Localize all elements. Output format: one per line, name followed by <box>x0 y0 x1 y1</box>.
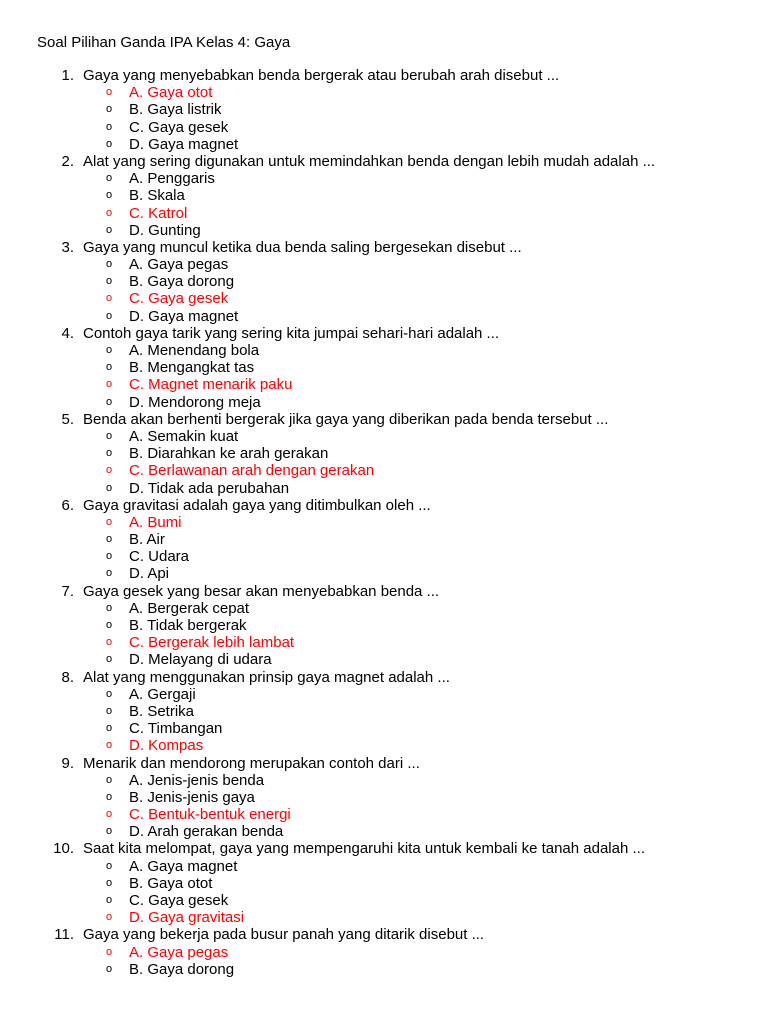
answer-option-label: B. Gaya dorong <box>129 960 235 978</box>
question-text: Alat yang sering digunakan untuk memindahkan benda dengan lebih mudah adalah ... <box>83 152 656 170</box>
question-number: 1. <box>61 67 74 84</box>
circle-bullet-icon: o <box>106 567 113 580</box>
circle-bullet-icon: o <box>106 790 113 803</box>
answer-option-label: D. Gaya gravitasi <box>129 909 245 927</box>
answer-option-label: C. Timbangan <box>129 720 223 738</box>
question-item <box>0 239 768 325</box>
answer-option <box>0 187 768 204</box>
question-item <box>0 411 768 497</box>
answer-option-label: C. Gaya gesek <box>129 892 229 909</box>
question-item <box>0 497 768 583</box>
answer-option-label: C. Bentuk-bentuk energi <box>129 806 291 824</box>
question-line <box>0 669 768 686</box>
circle-bullet-icon: o <box>106 739 113 752</box>
circle-bullet-icon: o <box>106 464 113 477</box>
circle-bullet-icon: o <box>106 722 113 735</box>
answer-option <box>0 617 768 634</box>
circle-bullet-icon: o <box>106 292 113 305</box>
circle-bullet-icon: o <box>106 550 113 563</box>
answer-option <box>0 686 768 703</box>
question-list <box>0 67 768 978</box>
answer-option <box>0 222 768 239</box>
answer-option-label: C. Katrol <box>129 204 188 222</box>
answer-option-correct <box>0 737 768 754</box>
answer-option-correct <box>0 290 768 307</box>
question-line <box>0 497 768 514</box>
answer-option-correct <box>0 634 768 651</box>
circle-bullet-icon: o <box>106 619 113 631</box>
circle-bullet-icon: o <box>106 962 113 975</box>
answer-option-label: A. Penggaris <box>129 170 215 188</box>
question-text: Gaya yang menyebabkan benda bergerak atau berubah arah disebut ... <box>83 67 560 84</box>
circle-bullet-icon: o <box>106 120 113 133</box>
answer-option-label: A. Gaya pegas <box>129 256 229 274</box>
answer-option-label: B. Setrika <box>129 702 195 720</box>
answer-option <box>0 565 768 582</box>
answer-option <box>0 720 768 737</box>
circle-bullet-icon: o <box>106 361 113 374</box>
circle-bullet-icon: o <box>106 894 113 906</box>
answer-options <box>0 342 768 411</box>
answer-option <box>0 651 768 668</box>
answer-option-label: B. Tidak bergerak <box>129 617 247 634</box>
question-item <box>0 583 768 669</box>
answer-options <box>0 600 768 669</box>
answer-options <box>0 256 768 325</box>
question-number: 10. <box>53 840 74 858</box>
circle-bullet-icon: o <box>106 636 113 649</box>
answer-option <box>0 600 768 617</box>
question-line <box>0 67 768 84</box>
answer-option <box>0 789 768 806</box>
answer-option-label: A. Jenis-jenis benda <box>129 771 265 789</box>
circle-bullet-icon: o <box>106 172 113 185</box>
answer-option-label: B. Diarahkan ke arah gerakan <box>129 445 329 463</box>
circle-bullet-icon: o <box>106 533 113 546</box>
answer-option-correct <box>0 909 768 926</box>
circle-bullet-icon: o <box>106 481 113 494</box>
question-line <box>0 325 768 342</box>
answer-option-correct <box>0 84 768 101</box>
answer-option <box>0 394 768 411</box>
answer-options <box>0 772 768 841</box>
answer-option-correct <box>0 514 768 531</box>
question-number: 7. <box>61 582 74 600</box>
answer-option-label: A. Menendang bola <box>129 342 260 359</box>
question-item <box>0 67 768 153</box>
question-text: Benda akan berhenti bergerak jika gaya yang diberikan pada benda tersebut ... <box>83 410 609 428</box>
answer-option-label: A. Gergaji <box>129 685 196 703</box>
answer-options <box>0 944 768 978</box>
answer-options <box>0 170 768 239</box>
answer-options <box>0 514 768 583</box>
question-text: Gaya yang muncul ketika dua benda saling bergesekan disebut ... <box>83 238 522 256</box>
circle-bullet-icon: o <box>106 103 113 116</box>
answer-option <box>0 308 768 325</box>
question-item <box>0 153 768 239</box>
answer-option <box>0 703 768 720</box>
answer-option-label: C. Udara <box>129 548 190 566</box>
answer-options <box>0 686 768 755</box>
question-line <box>0 239 768 256</box>
answer-option <box>0 480 768 497</box>
question-line <box>0 583 768 600</box>
answer-option-label: B. Gaya listrik <box>129 101 222 119</box>
answer-option <box>0 875 768 892</box>
answer-option-label: A. Semakin kuat <box>129 427 239 445</box>
answer-option-label: D. Gaya magnet <box>129 135 239 153</box>
circle-bullet-icon: o <box>106 344 113 356</box>
answer-option-label: D. Api <box>129 565 170 583</box>
answer-option <box>0 428 768 445</box>
circle-bullet-icon: o <box>106 137 113 150</box>
question-number: 6. <box>61 496 74 514</box>
circle-bullet-icon: o <box>106 206 113 219</box>
answer-option-label: D. Mendorong meja <box>129 393 261 411</box>
circle-bullet-icon: o <box>106 378 113 391</box>
answer-option-label: D. Arah gerakan benda <box>129 823 284 841</box>
answer-option <box>0 256 768 273</box>
answer-option-label: B. Gaya dorong <box>129 273 235 291</box>
question-number: 8. <box>61 668 74 686</box>
answer-option-label: A. Gaya magnet <box>129 857 238 875</box>
answer-options <box>0 428 768 497</box>
answer-option <box>0 548 768 565</box>
circle-bullet-icon: o <box>106 773 113 786</box>
answer-option <box>0 136 768 153</box>
answer-option <box>0 170 768 187</box>
answer-option <box>0 531 768 548</box>
question-number: 4. <box>61 324 74 342</box>
answer-option-label: B. Jenis-jenis gaya <box>129 788 255 806</box>
answer-options <box>0 84 768 153</box>
answer-option <box>0 823 768 840</box>
circle-bullet-icon: o <box>106 447 113 460</box>
answer-option-correct <box>0 944 768 961</box>
answer-option-label: D. Tidak ada perubahan <box>129 479 290 497</box>
question-text: Gaya gravitasi adalah gaya yang ditimbulkan oleh ... <box>83 496 431 514</box>
circle-bullet-icon: o <box>106 189 113 202</box>
circle-bullet-icon: o <box>106 86 113 99</box>
question-line <box>0 411 768 428</box>
circle-bullet-icon: o <box>106 601 113 614</box>
circle-bullet-icon: o <box>106 704 113 717</box>
answer-options <box>0 858 768 927</box>
answer-option-label: C. Bergerak lebih lambat <box>129 634 295 652</box>
question-item <box>0 840 768 926</box>
circle-bullet-icon: o <box>106 395 113 408</box>
circle-bullet-icon: o <box>106 275 113 288</box>
question-line <box>0 153 768 170</box>
circle-bullet-icon: o <box>106 309 113 322</box>
question-text: Contoh gaya tarik yang sering kita jumpai sehari-hari adalah ... <box>83 324 500 342</box>
circle-bullet-icon: o <box>106 223 113 236</box>
question-number: 5. <box>61 410 74 428</box>
answer-option-label: A. Gaya pegas <box>129 943 229 961</box>
question-text: Alat yang menggunakan prinsip gaya magnet adalah ... <box>83 668 450 686</box>
question-number: 11. <box>54 926 74 944</box>
answer-option <box>0 273 768 290</box>
page-title: Soal Pilihan Ganda IPA Kelas 4: Gaya <box>37 34 291 51</box>
answer-option <box>0 858 768 875</box>
answer-option <box>0 359 768 376</box>
question-line <box>0 755 768 772</box>
answer-option-label: B. Mengangkat tas <box>129 359 255 377</box>
question-line <box>0 926 768 943</box>
question-number: 3. <box>61 238 74 256</box>
question-item <box>0 325 768 411</box>
answer-option <box>0 961 768 978</box>
circle-bullet-icon: o <box>106 429 113 442</box>
circle-bullet-icon: o <box>106 859 113 872</box>
answer-option <box>0 119 768 136</box>
answer-option <box>0 892 768 909</box>
answer-option-correct <box>0 462 768 479</box>
question-line <box>0 840 768 857</box>
answer-option-label: C. Gaya gesek <box>129 118 229 136</box>
answer-option-label: D. Gaya magnet <box>129 307 239 325</box>
answer-option <box>0 772 768 789</box>
answer-option-correct <box>0 806 768 823</box>
answer-option-label: A. Bumi <box>129 513 182 531</box>
answer-option-label: A. Bergerak cepat <box>129 599 250 617</box>
question-text: Saat kita melompat, gaya yang mempengaruhi kita untuk kembali ke tanah adalah ... <box>83 840 645 858</box>
answer-option-correct <box>0 376 768 393</box>
answer-option-label: C. Gaya gesek <box>129 290 229 308</box>
answer-option <box>0 445 768 462</box>
circle-bullet-icon: o <box>106 911 113 924</box>
circle-bullet-icon: o <box>106 808 113 821</box>
answer-option <box>0 101 768 118</box>
answer-option-label: D. Gunting <box>129 221 201 239</box>
circle-bullet-icon: o <box>106 945 113 958</box>
question-item <box>0 669 768 755</box>
circle-bullet-icon: o <box>106 653 113 666</box>
answer-option-label: A. Gaya otot <box>129 84 213 102</box>
question-item <box>0 926 768 978</box>
circle-bullet-icon: o <box>106 258 113 271</box>
answer-option-label: D. Kompas <box>129 737 204 755</box>
circle-bullet-icon: o <box>106 876 113 889</box>
question-number: 2. <box>61 152 74 170</box>
circle-bullet-icon: o <box>106 515 113 528</box>
answer-option-label: C. Magnet menarik paku <box>129 376 293 394</box>
question-item <box>0 755 768 841</box>
answer-option-correct <box>0 205 768 222</box>
answer-option-label: B. Gaya otot <box>129 874 213 892</box>
question-number: 9. <box>61 754 74 772</box>
answer-option <box>0 342 768 359</box>
question-text: Gaya yang bekerja pada busur panah yang ditarik disebut ... <box>83 926 485 944</box>
answer-option-label: B. Air <box>129 531 165 549</box>
question-text: Menarik dan mendorong merupakan contoh dari ... <box>83 754 420 772</box>
circle-bullet-icon: o <box>106 687 113 700</box>
answer-option-label: C. Berlawanan arah dengan gerakan <box>129 462 375 480</box>
answer-option-label: B. Skala <box>129 187 185 205</box>
answer-option-label: D. Melayang di udara <box>129 651 272 669</box>
circle-bullet-icon: o <box>106 825 113 838</box>
question-text: Gaya gesek yang besar akan menyebabkan benda ... <box>83 582 440 600</box>
